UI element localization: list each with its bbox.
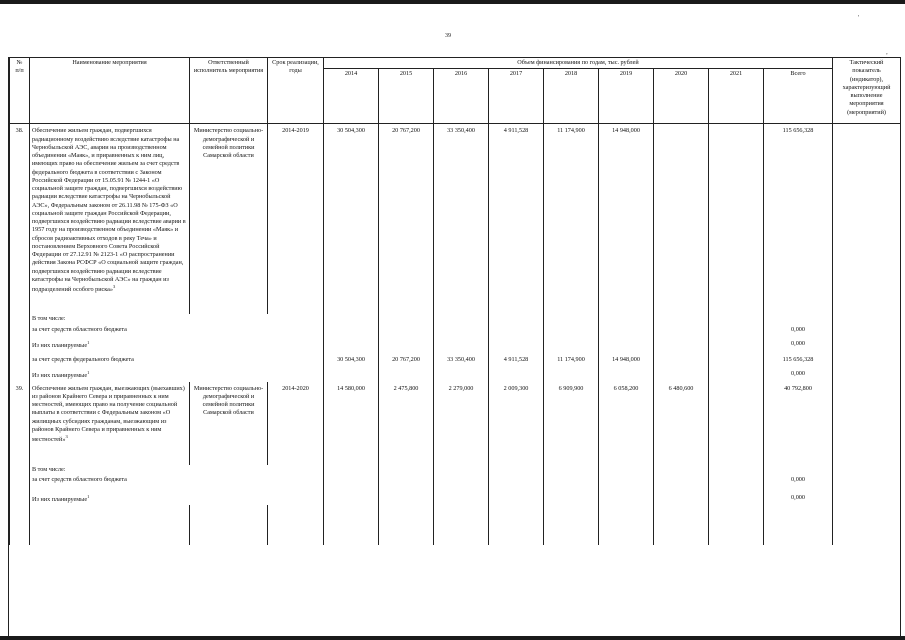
footnote-mark: 3 xyxy=(113,284,116,289)
value-cell: 4 911,528 xyxy=(489,351,544,365)
value-cell: 20 767,200 xyxy=(379,351,434,365)
value-cell: 33 350,400 xyxy=(434,124,489,299)
total-cell: 115 656,328 xyxy=(764,124,833,299)
footnote-mark: 3 xyxy=(65,434,68,440)
total-cell: 0,000 xyxy=(764,475,833,485)
value-cell: 11 174,900 xyxy=(544,351,599,365)
sub-row-label-text: Из них планируемые xyxy=(32,372,88,380)
header-indicator: Тактический показатель (индикатор), характеризующий выполнение мероприятия (мероприятий) xyxy=(833,58,901,124)
header-year: 2017 xyxy=(489,69,544,124)
row-executor: Министерство социально-демографической и семейной политики Самарской области xyxy=(190,382,268,449)
value-cell xyxy=(654,124,709,299)
footnote-mark: 1 xyxy=(87,494,90,499)
row-name-text: Обеспечение жильем граждан, подвергшихся радиационному воздействию вследствие катастрофы на Чернобыльской АЭС, аварии на производственном объединении «Маяк», и приравненных к ним лиц, имеющих право на обеспечение жильем за счет средств федерального бюджета в соответствии с Законом Российской Федерации от 15.05.91 № 1244-1 «О социальной защите граждан, подвергшихся воздействию радиации вследствие катастрофы на Чернобыльской АЭС», Федеральным законом от 26.11.98 № 175-ФЗ «О социальной защите граждан Российской Федерации, подвергшихся воздействию радиации вследствие аварии в 1957 году на производственном объединении «Маяк» и сбросов радиоактивных отходов в реку Теча» и постановлением Верховного Совета Российской Федерации от 27.12.91 № 2123-1 «О распространении действия Закона РСФСР «О социальной защите граждан, подвергшихся воздействию радиации вследствие катастрофы на Чернобыльской АЭС» на граждан из подразделений особого риска» xyxy=(32,127,186,294)
value-cell xyxy=(709,124,764,299)
row-num: 39. xyxy=(10,382,30,449)
header-year: 2014 xyxy=(324,69,379,124)
row-name xyxy=(30,124,190,299)
row-term: 2014-2020 xyxy=(268,382,324,449)
header-year: 2019 xyxy=(599,69,654,124)
footnote-mark: 1 xyxy=(87,339,90,345)
sub-row-label xyxy=(30,485,324,505)
footnote-mark: 1 xyxy=(87,370,90,376)
header-num: № п/п xyxy=(10,58,30,124)
header-total: Всего xyxy=(764,69,833,124)
header-name: Наименование мероприятия xyxy=(30,58,190,124)
header-year: 2016 xyxy=(434,69,489,124)
value-cell: 6 058,200 xyxy=(599,382,654,449)
header-financing: Объем финансирования по годам, тыс. рублей xyxy=(324,58,833,69)
table-row xyxy=(10,382,901,449)
header-term: Срок реализации, годы xyxy=(268,58,324,124)
sub-row-label xyxy=(30,335,324,351)
row-term: 2014-2019 xyxy=(268,124,324,299)
sub-row-label: В том числе: xyxy=(30,314,324,324)
header-year: 2015 xyxy=(379,69,434,124)
sub-row xyxy=(10,335,901,351)
value-cell xyxy=(709,382,764,449)
financing-table-sheet xyxy=(8,57,901,636)
header-year: 2020 xyxy=(654,69,709,124)
sub-row-label-text: Из них планируемые xyxy=(32,341,88,349)
header-year: 2018 xyxy=(544,69,599,124)
row-name-text: Обеспечение жильем граждан, выезжающих (выехавших) из районов Крайнего Севера и приравненных к ним местностей, имеющих право на получение социальной выплаты в соответствии с Федеральным законом «О жилищных субсидиях гражданам, выезжающим из районов Крайнего Севера и приравненных к ним местностей» xyxy=(32,384,185,444)
financing-table xyxy=(9,57,901,545)
value-cell: 2 279,000 xyxy=(434,382,489,449)
value-cell: 30 504,300 xyxy=(324,351,379,365)
total-cell: 115 656,328 xyxy=(764,351,833,365)
page-number: 39 xyxy=(445,33,451,39)
sub-row-label: В том числе: xyxy=(30,465,324,475)
total-cell: 0,000 xyxy=(764,335,833,351)
row-name xyxy=(30,382,190,449)
sub-row-label: за счет средств областного бюджета xyxy=(30,325,324,335)
value-cell: 30 504,300 xyxy=(324,124,379,299)
sub-row xyxy=(10,465,901,475)
value-cell: 6 909,900 xyxy=(544,382,599,449)
total-cell: 0,000 xyxy=(764,365,833,381)
value-cell: 6 480,600 xyxy=(654,382,709,449)
corner-mark-right: , xyxy=(886,48,888,56)
row-executor: Министерство социально-демографической и семейной политики Самарской области xyxy=(190,124,268,299)
value-cell: 2 009,300 xyxy=(489,382,544,449)
value-cell: 14 948,000 xyxy=(599,351,654,365)
sub-row-label-text: Из них планируемые xyxy=(32,496,88,504)
row-num: 38. xyxy=(10,124,30,299)
value-cell: 20 767,200 xyxy=(379,124,434,299)
sub-row-label: за счет средств областного бюджета xyxy=(30,475,324,485)
corner-mark-top: ' xyxy=(858,14,860,22)
sub-row-label: за счет средств федерального бюджета xyxy=(30,351,324,365)
value-cell: 4 911,528 xyxy=(489,124,544,299)
table-row xyxy=(10,124,901,299)
scan-border-top xyxy=(0,0,905,4)
value-cell: 14 580,000 xyxy=(324,382,379,449)
total-cell: 0,000 xyxy=(764,485,833,505)
sub-row xyxy=(10,365,901,381)
header-year: 2021 xyxy=(709,69,764,124)
sub-row xyxy=(10,351,901,365)
header-executor: Ответственный исполнитель мероприятия xyxy=(190,58,268,124)
value-cell: 2 475,800 xyxy=(379,382,434,449)
sub-row xyxy=(10,325,901,335)
sub-row xyxy=(10,485,901,505)
sub-row xyxy=(10,314,901,324)
value-cell: 14 948,000 xyxy=(599,124,654,299)
value-cell: 33 350,400 xyxy=(434,351,489,365)
total-cell: 40 792,800 xyxy=(764,382,833,449)
total-cell: 0,000 xyxy=(764,325,833,335)
value-cell: 11 174,900 xyxy=(544,124,599,299)
sub-row xyxy=(10,475,901,485)
sub-row-label xyxy=(30,365,324,381)
scan-border-bottom xyxy=(0,636,905,640)
